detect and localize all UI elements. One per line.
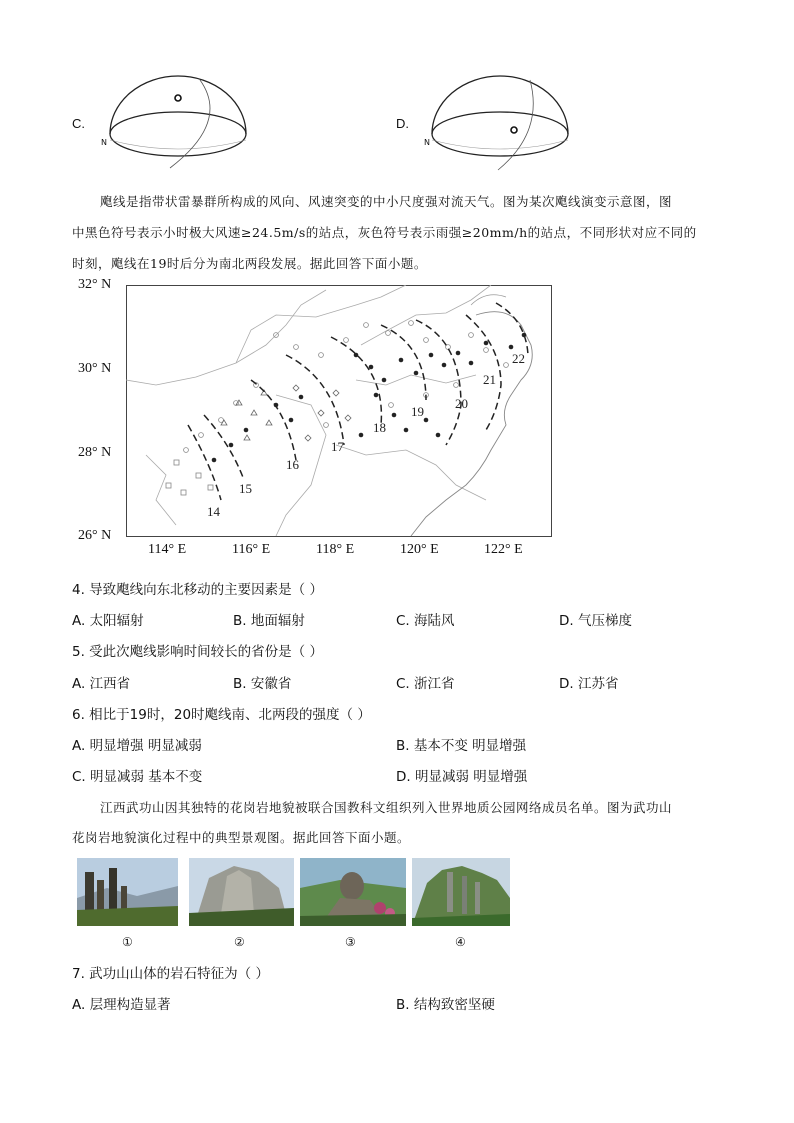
north-label-d: N xyxy=(424,138,430,147)
q4-option-b[interactable]: B. 地面辐射 xyxy=(233,613,305,629)
q4-option-a[interactable]: A. 太阳辐射 xyxy=(72,613,144,629)
landscape-photo-4 xyxy=(412,858,510,926)
q7-option-a[interactable]: A. 层理构造显著 xyxy=(72,997,171,1013)
q5-option-c[interactable]: C. 浙江省 xyxy=(396,676,455,692)
intro2-line1: 江西武功山因其独特的花岗岩地貌被联合国教科文组织列入世界地质公园网络成员名单。图为武功山 xyxy=(100,800,673,815)
north-label-c: N xyxy=(101,138,107,147)
sun-position-dot xyxy=(511,127,517,133)
intro2-line2: 花岗岩地貌演化过程中的典型景观图。据此回答下面小题。 xyxy=(72,830,411,845)
sun-position-dot xyxy=(175,95,181,101)
lat-label: 30° N xyxy=(78,361,112,376)
lat-label: 32° N xyxy=(78,277,112,292)
photo-caption: ④ xyxy=(455,935,466,949)
intro1-line2: 中黑色符号表示小时极大风速≥24.5m/s的站点，灰色符号表示雨强≥20mm/h的站点，不同形状对应不同的 xyxy=(72,225,697,240)
q6-option-c[interactable]: C. 明显减弱 基本不变 xyxy=(72,769,203,785)
q5-option-d[interactable]: D. 江苏省 xyxy=(559,676,619,692)
lon-label: 122° E xyxy=(484,542,523,557)
intro1-line1: 飑线是指带状雷暴群所构成的风向、风速突变的中小尺度强对流天气。图为某次飑线演变示意图，图 xyxy=(100,194,673,209)
option-d-label: D. xyxy=(396,116,409,131)
q5-option-b[interactable]: B. 安徽省 xyxy=(233,676,292,692)
option-c-label: C. xyxy=(72,116,85,131)
hour-label: 15 xyxy=(239,481,252,496)
q6-option-b[interactable]: B. 基本不变 明显增强 xyxy=(396,738,527,754)
hour-label: 16 xyxy=(286,457,299,472)
q5-option-a[interactable]: A. 江西省 xyxy=(72,676,131,692)
hemisphere-diagram-d xyxy=(424,72,574,182)
landscape-photo-3 xyxy=(300,858,406,926)
q5-stem: 5. 受此次飑线影响时间较长的省份是（ ） xyxy=(72,644,323,660)
hour-label: 21 xyxy=(483,372,496,387)
landscape-photo-1 xyxy=(77,858,178,926)
q4-option-d[interactable]: D. 气压梯度 xyxy=(559,613,632,629)
q6-stem: 6. 相比于19时，20时飑线南、北两段的强度（ ） xyxy=(72,707,371,723)
landscape-photo-2 xyxy=(189,858,294,926)
q6-option-a[interactable]: A. 明显增强 明显减弱 xyxy=(72,738,202,754)
lon-label: 118° E xyxy=(316,542,355,557)
photo-caption: ③ xyxy=(345,935,356,949)
photo-caption: ① xyxy=(122,935,133,949)
lat-label: 28° N xyxy=(78,445,112,460)
hour-label: 14 xyxy=(207,504,220,519)
hemisphere-diagram-c xyxy=(100,72,250,182)
q7-option-b[interactable]: B. 结构致密坚硬 xyxy=(396,997,495,1013)
q4-option-c[interactable]: C. 海陆风 xyxy=(396,613,455,629)
intro1-line3: 时刻，飑线在19时后分为南北两段发展。据此回答下面小题。 xyxy=(72,256,427,271)
q7-stem: 7. 武功山山体的岩石特征为（ ） xyxy=(72,966,269,982)
lon-label: 114° E xyxy=(148,542,187,557)
hour-label: 19 xyxy=(411,404,424,419)
q4-stem: 4. 导致飑线向东北移动的主要因素是（ ） xyxy=(72,582,323,598)
hour-label: 20 xyxy=(455,396,468,411)
q6-option-d[interactable]: D. 明显减弱 明显增强 xyxy=(396,769,528,785)
lat-label: 26° N xyxy=(78,528,112,543)
hour-label: 17 xyxy=(331,439,344,454)
lon-label: 120° E xyxy=(400,542,439,557)
squall-line-map xyxy=(126,285,552,537)
photo-caption: ② xyxy=(234,935,245,949)
hour-label: 18 xyxy=(373,420,386,435)
hour-label: 22 xyxy=(512,351,525,366)
lon-label: 116° E xyxy=(232,542,271,557)
